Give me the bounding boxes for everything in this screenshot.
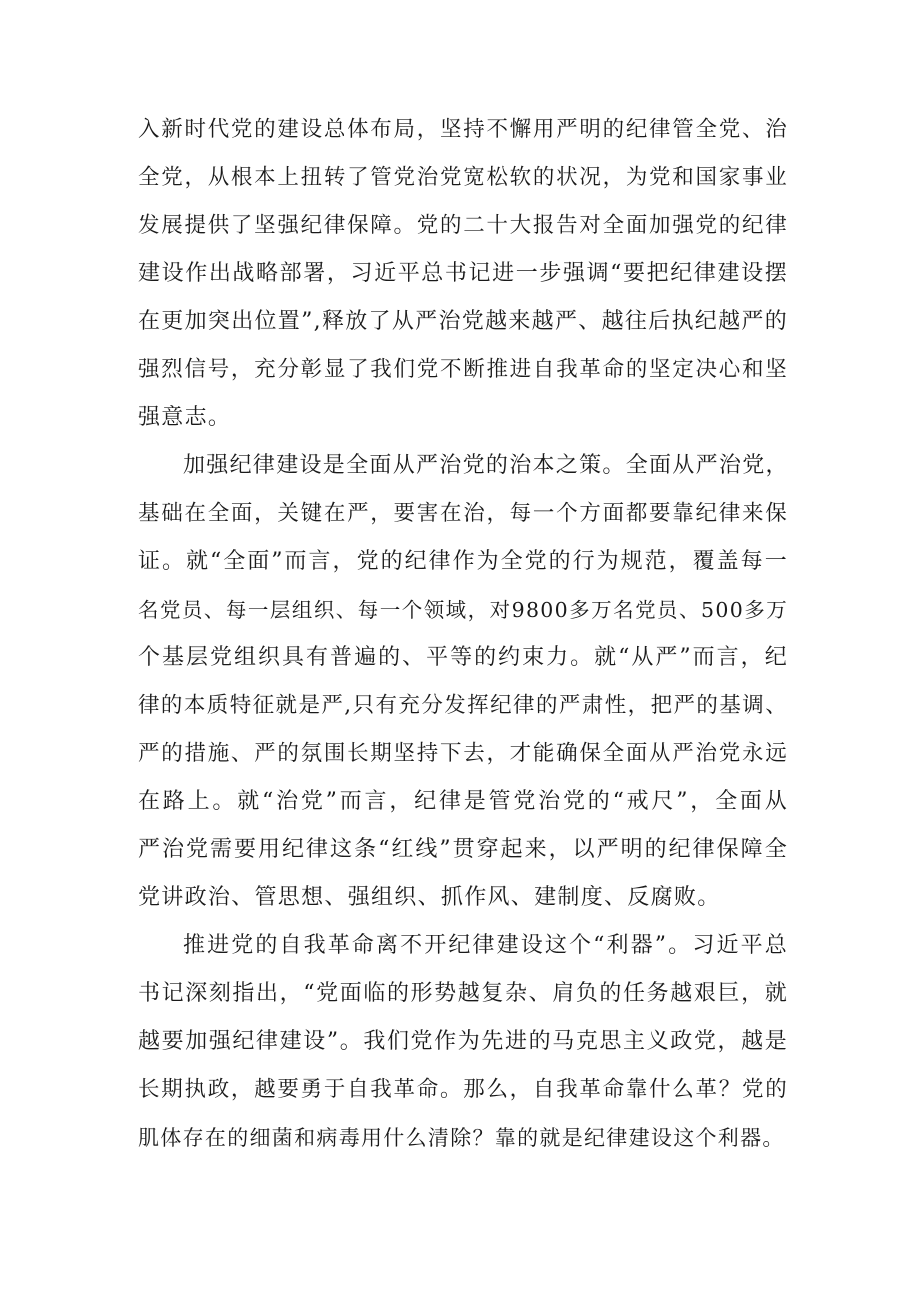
text-line: 证。就“全面”而言，党的纪律作为全党的行为规范，覆盖每一 [138,549,788,574]
text-line: 个基层党组织具有普遍的、平等的约束力。就“从严”而言，纪 [138,645,788,670]
text-line: 加强纪律建设是全面从严治党的治本之策。全面从严治党， [183,453,789,478]
paragraph-2 [138,442,788,922]
text-line: 律的本质特征就是严,只有充分发挥纪律的严肃性，把严的基调、 [138,693,788,718]
text-line: 强烈信号，充分彰显了我们党不断推进自我革命的坚定决心和坚 [138,357,788,382]
text-line: 入新时代党的建设总体布局，坚持不懈用严明的纪律管全党、治 [138,117,788,142]
text-line: 强意志。 [138,405,232,430]
text-line: 严治党需要用纪律这条“红线”贯穿起来，以严明的纪律保障全 [138,837,788,862]
text-line: 发展提供了坚强纪律保障。党的二十大报告对全面加强党的纪律 [138,213,788,238]
text-line: 书记深刻指出，“党面临的形势越复杂、肩负的任务越艰巨，就 [138,981,788,1006]
paragraph-3 [138,922,788,1162]
text-line: 长期执政，越要勇于自我革命。那么，自我革命靠什么革？党的 [138,1077,788,1102]
text-line: 建设作出战略部署，习近平总书记进一步强调“要把纪律建设摆 [138,261,788,286]
text-line: 基础在全面，关键在严，要害在治，每一个方面都要靠纪律来保 [138,501,788,526]
paragraph-1 [138,106,788,442]
text-line: 党讲政治、管思想、强组织、抓作风、建制度、反腐败。 [138,885,721,910]
text-line: 在路上。就“治党”而言，纪律是管党治党的“戒尺”，全面从 [138,789,788,814]
text-line: 推进党的自我革命离不开纪律建设这个“利器”。习近平总 [183,933,788,958]
text-line: 在更加突出位置”,释放了从严治党越来越严、越往后执纪越严的 [138,309,788,334]
text-line: 名党员、每一层组织、每一个领域，对9800多万名党员、500多万 [138,598,788,622]
text-line: 肌体存在的细菌和病毒用什么清除？靠的就是纪律建设这个利器。 [138,1126,785,1150]
text-line: 全党，从根本上扭转了管党治党宽松软的状况，为党和国家事业 [138,165,788,190]
text-line: 严的措施、严的氛围长期坚持下去，才能确保全面从严治党永远 [138,741,788,766]
document-page [138,106,788,1162]
text-line: 越要加强纪律建设”。我们党作为先进的马克思主义政党，越是 [138,1029,788,1054]
